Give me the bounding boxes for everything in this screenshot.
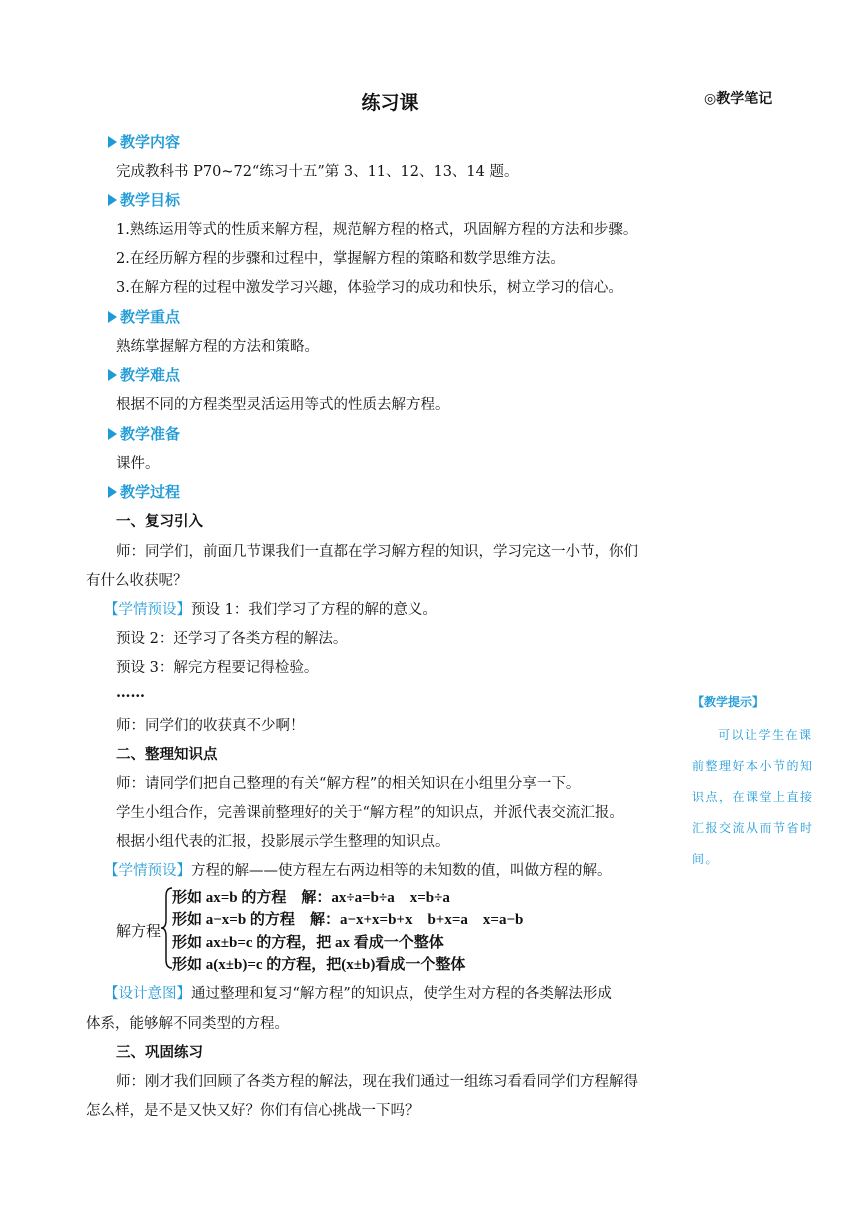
ellipsis: …… bbox=[116, 684, 145, 701]
paragraph: 学生小组合作，完善课前整理好的关于“解方程”的知识点，并派代表交流汇报。 bbox=[116, 805, 624, 821]
preset-tag: 【学情预设】 bbox=[104, 602, 191, 618]
triangle-marker-icon bbox=[108, 311, 117, 323]
goal-item: 2.在经历解方程的步骤和过程中，掌握解方程的策略和数学思维方法。 bbox=[116, 251, 565, 267]
triangle-marker-icon bbox=[108, 194, 117, 206]
section-heading-difficulty: 教学难点 bbox=[108, 364, 180, 385]
sidebar-tag: 【教学提示】 bbox=[692, 695, 765, 709]
section-heading-prep: 教学准备 bbox=[108, 423, 180, 444]
triangle-marker-icon bbox=[108, 428, 117, 440]
paragraph: 师：刚才我们回顾了各类方程的解法，现在我们通过一组练习看看同学们方程解得 bbox=[116, 1074, 638, 1090]
difficulty-text: 根据不同的方程类型灵活运用等式的性质去解方程。 bbox=[116, 397, 450, 413]
preset-paragraph: 【学情预设】预设 1：我们学习了方程的解的意义。 bbox=[104, 602, 437, 618]
paragraph: 怎么样，是不是又快又好？你们有信心挑战一下吗？ bbox=[86, 1103, 420, 1119]
key-text: 熟练掌握解方程的方法和策略。 bbox=[116, 339, 319, 355]
paragraph: 预设 3：解完方程要记得检验。 bbox=[116, 660, 319, 676]
section-heading-content: 教学内容 bbox=[108, 131, 180, 152]
equation-rule: 形如 ax±b=c 的方程，把 ax 看成一个整体 bbox=[172, 935, 444, 951]
triangle-marker-icon bbox=[108, 486, 117, 498]
paragraph: 体系，能够解不同类型的方程。 bbox=[86, 1016, 289, 1032]
section-heading-key: 教学重点 bbox=[108, 306, 180, 327]
prep-text: 课件。 bbox=[116, 456, 160, 472]
goal-item: 3.在解方程的过程中激发学习兴趣，体验学习的成功和快乐，树立学习的信心。 bbox=[116, 280, 623, 296]
equation-rule: 形如 ax=b 的方程 解：ax÷a=b÷a x=b÷a bbox=[172, 890, 450, 906]
goal-item: 1.熟练运用等式的性质来解方程，规范解方程的格式，巩固解方程的方法和步骤。 bbox=[116, 222, 638, 238]
section-heading-process: 教学过程 bbox=[108, 481, 180, 502]
design-paragraph: 【设计意图】通过整理和复习“解方程”的知识点，使学生对方程的各类解法形成 bbox=[104, 986, 612, 1002]
brace-label: 解方程 bbox=[116, 922, 162, 940]
content-text: 完成教科书 P70~72“练习十五”第 3、11、12、13、14 题。 bbox=[116, 164, 519, 180]
preset-paragraph: 【学情预设】方程的解——使方程左右两边相等的未知数的值，叫做方程的解。 bbox=[104, 863, 612, 879]
paragraph: 师：请同学们把自己整理的有关“解方程”的相关知识在小组里分享一下。 bbox=[116, 776, 581, 792]
paragraph: 根据小组代表的汇报，投影展示学生整理的知识点。 bbox=[116, 834, 450, 850]
preset-tag: 【学情预设】 bbox=[104, 863, 191, 879]
part2-heading: 二、整理知识点 bbox=[116, 747, 218, 763]
sidebar-text: 可以让学生在课前整理好本小节的知识点，在课堂上直接汇报交流从而节省时间。 bbox=[692, 728, 814, 866]
equation-rule: 形如 a(x±b)=c 的方程，把(x±b)看成一个整体 bbox=[172, 957, 466, 973]
paragraph: 师：同学们的收获真不少啊！ bbox=[116, 718, 305, 734]
page-title: 练习课 bbox=[361, 92, 419, 114]
part3-heading: 三、巩固练习 bbox=[116, 1045, 203, 1061]
triangle-marker-icon bbox=[108, 136, 117, 148]
paragraph: 预设 2：还学习了各类方程的解法。 bbox=[116, 631, 348, 647]
part1-heading: 一、复习引入 bbox=[116, 514, 203, 530]
paragraph: 有什么收获呢？ bbox=[86, 573, 188, 589]
paragraph: 师：同学们，前面几节课我们一直都在学习解方程的知识，学习完这一小节，你们 bbox=[116, 544, 638, 560]
equation-rule: 形如 a−x=b 的方程 解：a−x+x=b+x b+x=a x=a−b bbox=[172, 912, 524, 928]
teaching-notes-header: ◎教学笔记 bbox=[704, 91, 773, 107]
triangle-marker-icon bbox=[108, 369, 117, 381]
design-tag: 【设计意图】 bbox=[104, 986, 191, 1002]
section-heading-goals: 教学目标 bbox=[108, 189, 180, 210]
